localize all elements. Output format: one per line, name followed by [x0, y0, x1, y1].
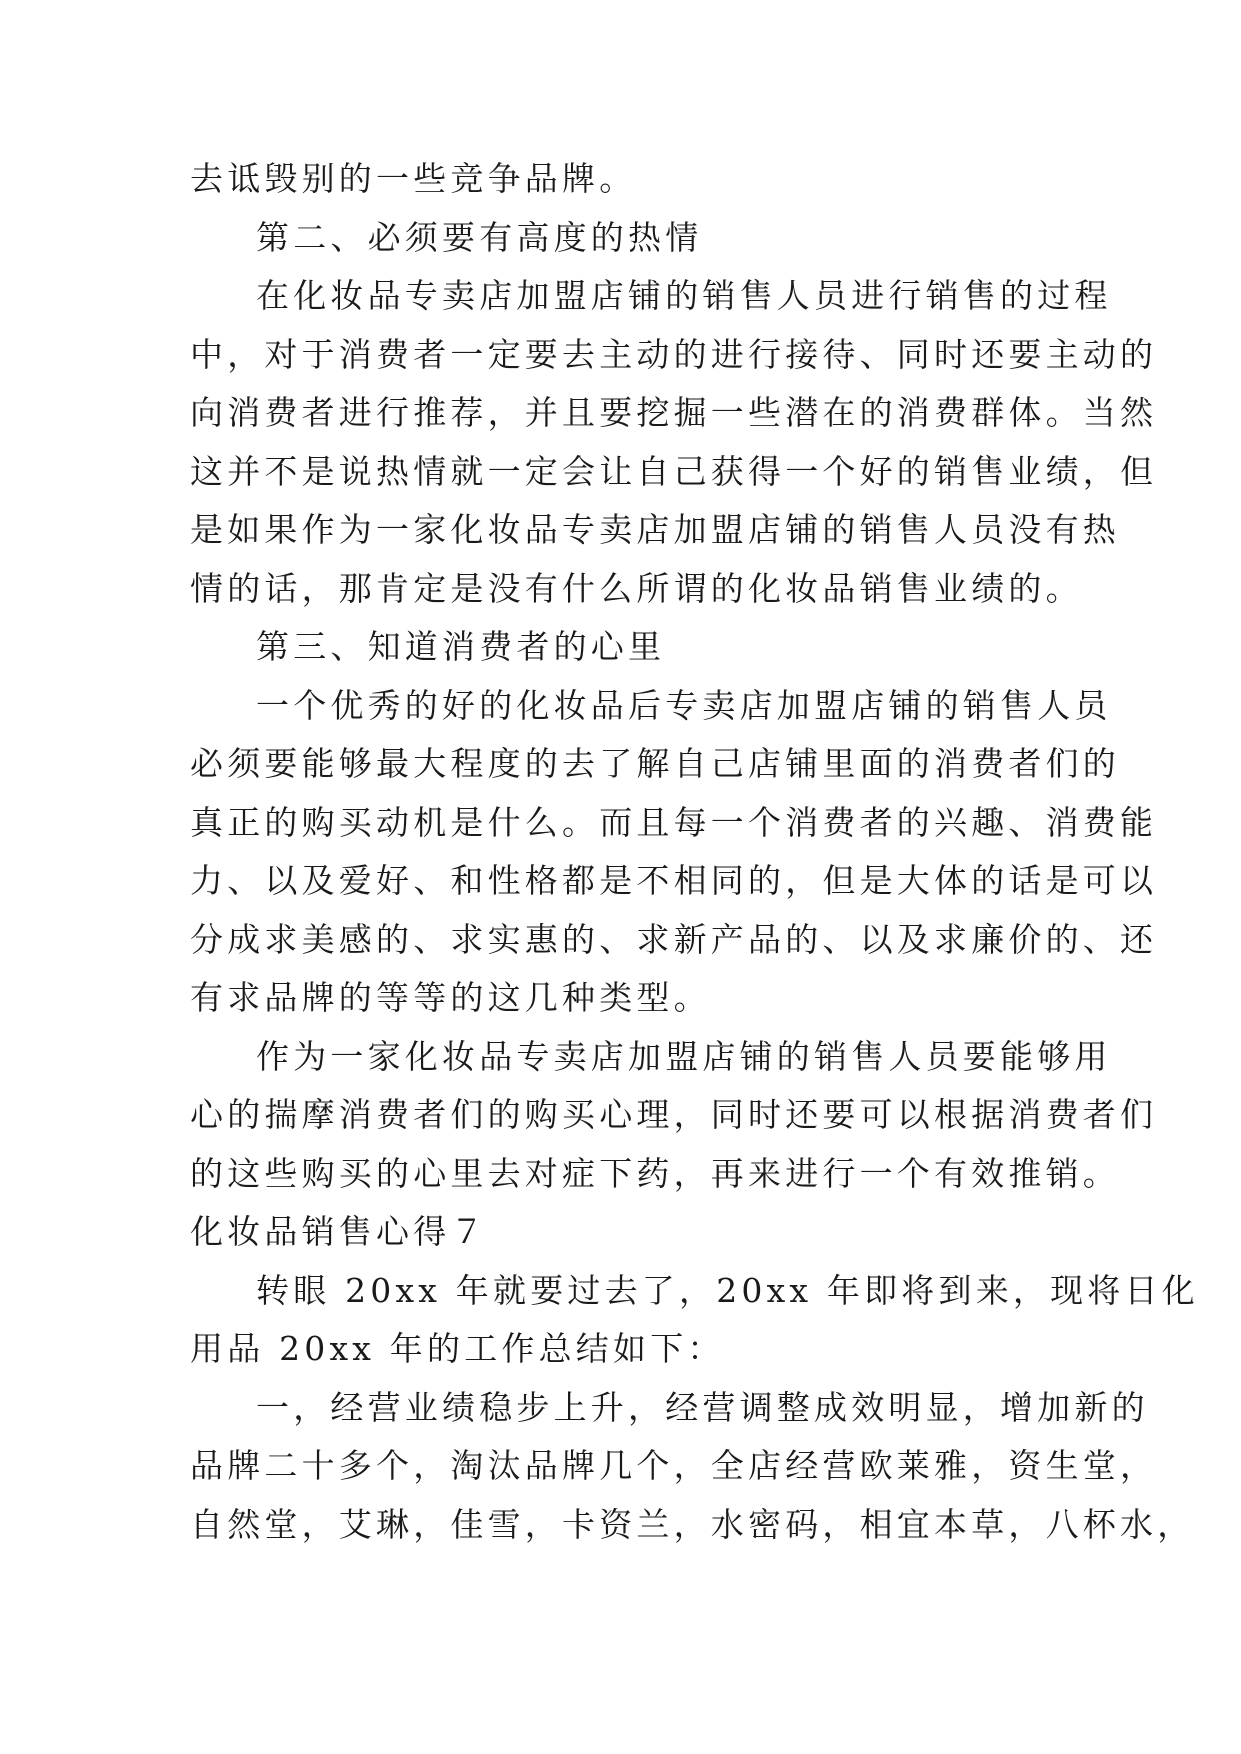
paragraph-first-line: 一，经营业绩稳步上升，经营调整成效明显，增加新的 [256, 1387, 1149, 1427]
text-line: 这并不是说热情就一定会让自己获得一个好的销售业绩，但 [190, 451, 1158, 491]
text-line: 分成求美感的、求实惠的、求新产品的、以及求廉价的、还 [190, 919, 1158, 959]
text-line: 情的话，那肯定是没有什么所谓的化妆品销售业绩的。 [190, 568, 1083, 608]
paragraph-first-line: 在化妆品专卖店加盟店铺的销售人员进行销售的过程 [256, 276, 1112, 315]
document-body [190, 150, 1199, 1554]
text-line: 有求品牌的等等的这几种类型。 [190, 978, 711, 1017]
text-line: 力、以及爱好、和性格都是不相同的，但是大体的话是可以 [190, 861, 1158, 900]
text-line: 是如果作为一家化妆品专卖店加盟店铺的销售人员没有热 [190, 510, 1120, 549]
text-line: 自然堂，艾琳，佳雪，卡资兰，水密码，相宜本草，八杯水， [190, 1504, 1195, 1544]
section-heading: 第三、知道消费者的心里 [256, 627, 666, 666]
text-line: 心的揣摩消费者们的购买心理，同时还要可以根据消费者们 [190, 1095, 1158, 1134]
section-title: 化妆品销售心得７ [190, 1212, 488, 1251]
text-line: 真正的购买动机是什么。而且每一个消费者的兴趣、消费能 [190, 802, 1158, 842]
paragraph-first-line: 一个优秀的好的化妆品后专卖店加盟店铺的销售人员 [256, 685, 1112, 725]
paragraph-first-line: 转眼 20xx 年就要过去了，20xx 年即将到来，现将日化 [256, 1270, 1199, 1310]
text-line: 用品 20xx 年的工作总结如下： [190, 1329, 725, 1368]
text-line: 中，对于消费者一定要去主动的进行接待、同时还要主动的 [190, 334, 1158, 374]
text-line: 去诋毁别的一些竞争品牌。 [190, 159, 637, 198]
paragraph-first-line: 作为一家化妆品专卖店加盟店铺的销售人员要能够用 [256, 1036, 1112, 1076]
text-line: 的这些购买的心里去对症下药，再来进行一个有效推销。 [190, 1153, 1120, 1193]
text-line: 向消费者进行推荐，并且要挖掘一些潜在的消费群体。当然 [190, 393, 1158, 432]
text-line: 必须要能够最大程度的去了解自己店铺里面的消费者们的 [190, 744, 1120, 783]
section-heading: 第二、必须要有高度的热情 [256, 217, 703, 257]
text-line: 品牌二十多个，淘汰品牌几个，全店经营欧莱雅，资生堂， [190, 1446, 1158, 1485]
